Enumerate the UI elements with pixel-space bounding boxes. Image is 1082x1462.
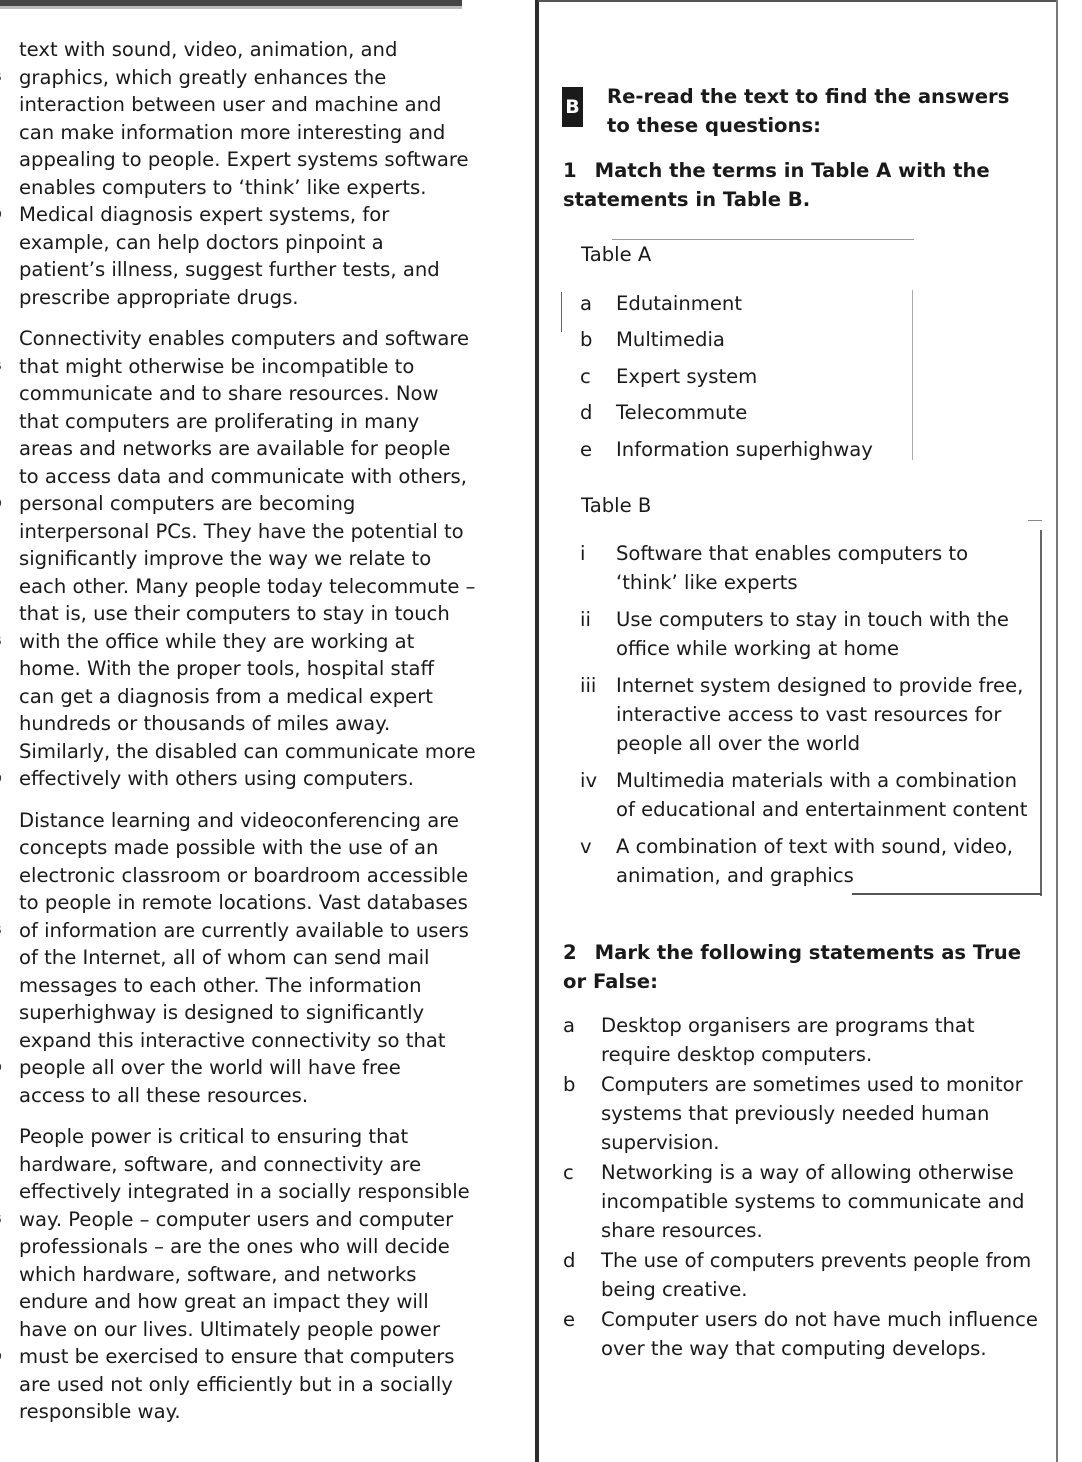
passage-line: have on our lives. Ultimately people power xyxy=(19,1317,441,1341)
table-b-numeral: ii xyxy=(580,608,591,631)
passage-line: significantly improve the way we relate to xyxy=(19,547,432,570)
table-a-letter: e xyxy=(580,438,593,461)
table-a-row xyxy=(580,290,742,317)
line-number xyxy=(0,765,2,793)
line-number xyxy=(0,1206,2,1234)
passage-line: each other. Many people today telecommute – xyxy=(19,574,476,598)
statement-text: The use of computers prevents people from being creative. xyxy=(601,1249,1032,1301)
line-number xyxy=(0,1054,2,1082)
passage-line: that computers are proliferating in many xyxy=(19,409,420,433)
passage-line: can get a diagnosis from a medical expert xyxy=(19,684,433,708)
table-b-row xyxy=(580,832,1030,890)
line-number xyxy=(0,628,2,656)
paragraph-4 xyxy=(0,1123,500,1426)
question-text: Match the terms in Table A with the statements in Table B. xyxy=(563,159,990,211)
passage-line: of the Internet, all of whom can send mail xyxy=(19,946,430,969)
table-b-row xyxy=(580,605,1030,663)
table-a-term: Edutainment xyxy=(616,292,743,315)
table-b-numeral: v xyxy=(580,835,592,858)
table-b-row xyxy=(580,539,1030,597)
passage-line: prescribe appropriate drugs. xyxy=(19,285,299,309)
statement-text: Computer users do not have much influence over the way that computing develops. xyxy=(601,1308,1038,1360)
passage-line: with the office while they are working at xyxy=(0,628,500,656)
table-b-corner-tick xyxy=(1028,520,1042,521)
statement-item xyxy=(563,1305,1043,1363)
table-b-statement: Internet system designed to provide free, interactive access to vast resources for people all over the world xyxy=(616,674,1024,755)
table-a-letter: d xyxy=(580,401,593,424)
section-badge: B xyxy=(562,87,583,127)
question-text: Mark the following statements as True or False: xyxy=(563,941,1022,993)
passage-line: text with sound, video, animation, and xyxy=(19,38,398,61)
statement-letter: a xyxy=(563,1014,576,1037)
right-panel-top-border xyxy=(538,0,1058,2)
passage-line: interpersonal PCs. They have the potential to xyxy=(19,519,464,543)
table-b-row xyxy=(580,766,1030,824)
paragraph-1 xyxy=(0,36,500,311)
passage-line: interaction between user and machine and xyxy=(19,93,442,116)
line-number xyxy=(0,201,2,229)
line-number xyxy=(0,1343,2,1371)
table-b-numeral: iv xyxy=(580,769,598,792)
paragraph-2 xyxy=(0,325,500,793)
passage-line: personal computers are becoming xyxy=(0,490,500,518)
table-a-label: Table A xyxy=(581,243,652,266)
table-a-term: Telecommute xyxy=(616,401,748,424)
table-a-term: Information superhighway xyxy=(616,438,873,461)
section-title: Re-read the text to find the answers to these questions: xyxy=(607,85,1010,137)
statement-item xyxy=(563,1011,1043,1069)
paragraph-3 xyxy=(0,807,500,1110)
right-panel-left-border xyxy=(535,0,539,1462)
passage-line: Connectivity enables computers and software xyxy=(19,327,470,350)
passage-line: appealing to people. Expert systems software xyxy=(19,148,469,171)
question-number: 2 xyxy=(563,941,577,964)
passage-line: Distance learning and videoconferencing are xyxy=(19,808,459,832)
passage-line: are used not only efficiently but in a socially xyxy=(19,1372,453,1396)
passage-line: expand this interactive connectivity so that xyxy=(19,1028,446,1052)
passage-line: can make information more interesting and xyxy=(19,120,446,144)
question-2 xyxy=(563,938,1043,996)
table-a-term: Expert system xyxy=(616,365,758,388)
table-b-row xyxy=(580,671,1030,758)
line-number xyxy=(0,917,2,945)
table-b-numeral: iii xyxy=(580,674,597,697)
passage-line: electronic classroom or boardroom accessible xyxy=(19,863,469,887)
table-a-term: Multimedia xyxy=(616,328,725,351)
table-a-row xyxy=(580,363,757,390)
statement-letter: c xyxy=(563,1161,574,1184)
passage-line: Similarly, the disabled can communicate more xyxy=(19,739,476,763)
statement-item xyxy=(563,1158,1043,1245)
statement-letter: b xyxy=(563,1073,576,1096)
passage-line: communicate and to share resources. Now xyxy=(19,382,439,405)
table-b-bottom-rule xyxy=(852,893,1042,895)
passage-line: example, can help doctors pinpoint a xyxy=(19,230,384,254)
passage-line: access to all these resources. xyxy=(19,1083,309,1107)
passage-line: patient’s illness, suggest further tests, and xyxy=(19,258,440,281)
right-panel-right-border xyxy=(1056,0,1058,1462)
passage-line: effectively integrated in a socially responsible xyxy=(19,1180,470,1203)
reading-passage xyxy=(0,36,500,1440)
table-b-label: Table B xyxy=(581,494,652,517)
passage-line: way. People – computer users and computer xyxy=(0,1206,500,1234)
passage-line: messages to each other. The information xyxy=(19,973,422,997)
table-b-statement: Use computers to stay in touch with the office while working at home xyxy=(616,608,1009,660)
passage-line: to people in remote locations. Vast databases xyxy=(19,891,468,914)
table-a-letter: b xyxy=(580,328,593,351)
question-number: 1 xyxy=(563,159,577,182)
table-a-row xyxy=(580,399,747,426)
statement-text: Networking is a way of allowing otherwise incompatible systems to communicate and share resources. xyxy=(601,1161,1025,1242)
table-a-row xyxy=(580,436,873,463)
passage-line: of information are currently available to users xyxy=(0,917,500,945)
line-number xyxy=(0,64,2,92)
passage-line: endure and how great an impact they will xyxy=(19,1290,429,1313)
passage-line: enables computers to ‘think’ like experts. xyxy=(19,175,427,199)
table-b-statement: A combination of text with sound, video, animation, and graphics xyxy=(616,835,1014,887)
table-b-right-rule xyxy=(1040,530,1042,896)
statement-letter: d xyxy=(563,1249,576,1272)
passage-line: hardware, software, and connectivity are xyxy=(19,1152,422,1176)
passage-line: people all over the world will have free xyxy=(0,1054,500,1082)
passage-line: Medical diagnosis expert systems, for xyxy=(0,201,500,229)
passage-line: effectively with others using computers. xyxy=(0,765,500,793)
passage-line: that might otherwise be incompatible to xyxy=(0,353,500,381)
table-a-left-rule xyxy=(561,292,562,332)
passage-line: home. With the proper tools, hospital staff xyxy=(19,657,434,680)
table-a-row xyxy=(580,326,725,353)
passage-line: to access data and communicate with others, xyxy=(19,464,467,488)
passage-line: superhighway is designed to significantly xyxy=(19,1001,425,1024)
line-number xyxy=(0,490,2,518)
top-border-shadow xyxy=(0,6,462,9)
passage-line: must be exercised to ensure that computers xyxy=(0,1343,500,1371)
statement-item xyxy=(563,1070,1043,1157)
question-1 xyxy=(563,156,1043,214)
table-a-right-rule xyxy=(912,290,913,460)
passage-line: that is, use their computers to stay in touch xyxy=(19,602,450,625)
table-b-statement: Multimedia materials with a combination of educational and entertainment content xyxy=(616,769,1028,821)
passage-line: graphics, which greatly enhances the xyxy=(0,64,500,92)
table-a-letter: a xyxy=(580,292,593,315)
passage-line: concepts made possible with the use of an xyxy=(19,836,439,859)
statement-text: Computers are sometimes used to monitor systems that previously needed human supervision. xyxy=(601,1073,1023,1154)
table-b-statement: Software that enables computers to ‘think’ like experts xyxy=(616,542,969,594)
table-a-letter: c xyxy=(580,365,591,388)
passage-line: hundreds or thousands of miles away. xyxy=(19,712,391,735)
statement-letter: e xyxy=(563,1308,576,1331)
passage-line: professionals – are the ones who will decide xyxy=(19,1235,450,1258)
passage-line: which hardware, software, and networks xyxy=(19,1262,417,1286)
table-a-top-rule xyxy=(612,239,914,240)
line-number xyxy=(0,353,2,381)
passage-line: People power is critical to ensuring that xyxy=(19,1125,409,1148)
passage-line: areas and networks are available for people xyxy=(19,437,451,460)
statement-item xyxy=(563,1246,1043,1304)
passage-line: responsible way. xyxy=(19,1400,181,1423)
statement-text: Desktop organisers are programs that require desktop computers. xyxy=(601,1014,975,1066)
table-b-numeral: i xyxy=(580,542,586,565)
